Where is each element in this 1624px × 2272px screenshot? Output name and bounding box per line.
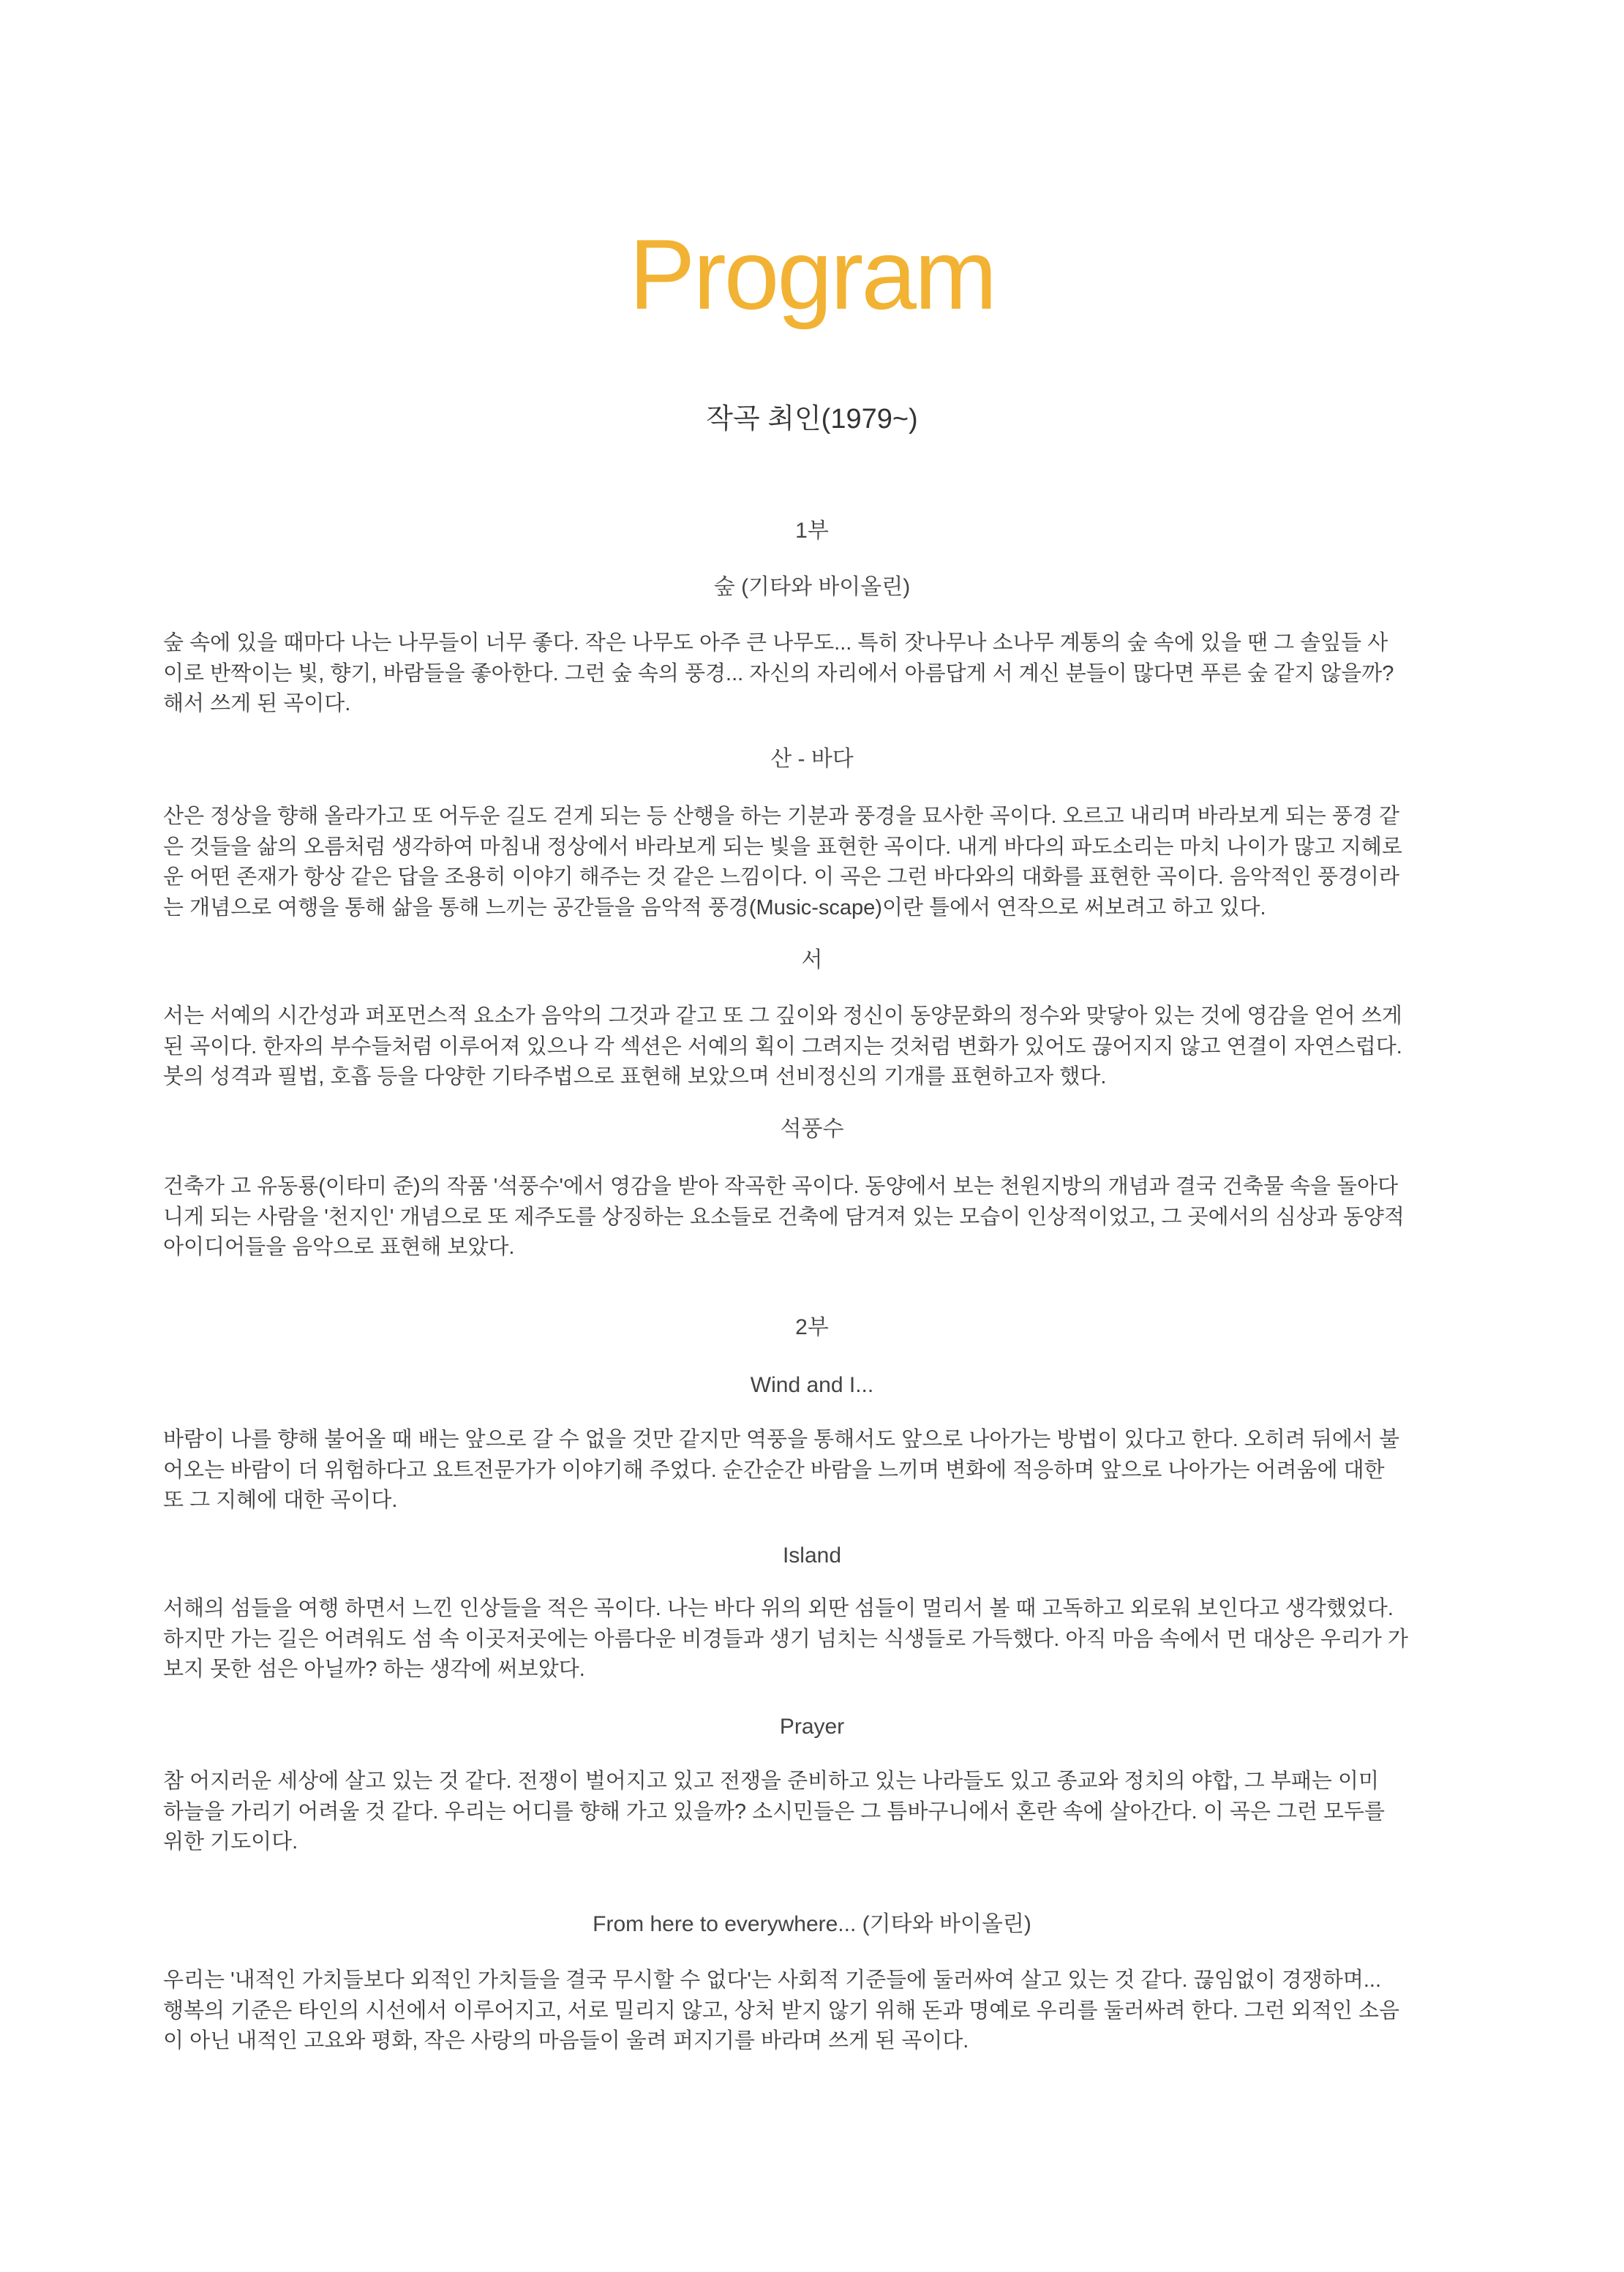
piece-title: 석풍수: [780, 1117, 844, 1141]
piece-title: Island: [782, 1543, 842, 1568]
text-line: 참 어지러운 세상에 살고 있는 것 같다. 전쟁이 벌어지고 있고 전쟁을 준비하고 있는 나라들도 있고 종교와 정치의 야합, 그 부패는 이미: [163, 1769, 1380, 1793]
text-line: 는 개념으로 여행을 통해 삶을 통해 느끼는 공간들을 음악적 풍경(Music-scape)이란 틀에서 연작으로 써보려고 하고 있다.: [163, 895, 1266, 919]
text-line: 건축가 고 유동룡(이타미 준)의 작품 '석풍수'에서 영감을 받아 작곡한 곡이다. 동양에서 보는 천원지방의 개념과 결국 건축물 속을 돌아다: [163, 1175, 1399, 1198]
text-line: 이로 반짝이는 빛, 향기, 바람들을 좋아한다. 그런 숲 속의 풍경... 자신의 자리에서 아름답게 서 계신 분들이 많다면 푸른 숲 같지 않을까?: [163, 661, 1394, 685]
text-line: 아이디어들을 음악으로 표현해 보았다.: [163, 1235, 515, 1259]
piece-description: [163, 1001, 1458, 1093]
piece-description: [163, 802, 1458, 923]
part-heading-1: 1부: [795, 519, 829, 543]
text-line: 하늘을 가리기 어려울 것 같다. 우리는 어디를 향해 가고 있을까? 소시민들은 그 틈바구니에서 혼란 속에 살아간다. 이 곡은 그런 모두를: [163, 1799, 1386, 1824]
piece-title: 산 - 바다: [770, 747, 854, 771]
text-line: 행복의 기준은 타인의 시선에서 이루어지고, 서로 밀리지 않고, 상처 받지 않기 위해 돈과 명예로 우리를 둘러싸려 한다. 그런 외적인 소음: [163, 1998, 1400, 2023]
text-line: 우리는 '내적인 가치들보다 외적인 가치들을 결국 무시할 수 없다'는 사회적 기준들에 둘러싸여 살고 있는 것 같다. 끊임없이 경쟁하며...: [163, 1968, 1382, 1992]
text-line: 또 그 지혜에 대한 곡이다.: [163, 1489, 398, 1512]
piece-title: 서: [801, 948, 823, 972]
text-line: 운 어떤 존재가 항상 같은 답을 조용히 이야기 해주는 것 같은 느낌이다. 이 곡은 그런 바다와의 대화를 표현한 곡이다. 음악적인 풍경이라: [163, 865, 1400, 889]
text-line: 니게 되는 사람을 '천지인' 개념으로 또 제주도를 상징하는 요소들로 건축에 담겨져 있는 모습이 인상적이었고, 그 곳에서의 심상과 동양적: [163, 1205, 1405, 1229]
text-line: 서는 서예의 시간성과 퍼포먼스적 요소가 음악의 그것과 같고 또 그 깊이와 정신이 동양문화의 정수와 맞닿아 있는 것에 영감을 얻어 쓰게: [163, 1004, 1402, 1028]
piece-description: [163, 1966, 1458, 2057]
text-line: 붓의 성격과 필법, 호흡 등을 다양한 기타주법으로 표현해 보았으며 선비정신의 기개를 표현하고자 했다.: [163, 1065, 1107, 1088]
text-line: 바람이 나를 향해 불어올 때 배는 앞으로 갈 수 없을 것만 같지만 역풍을 통해서도 앞으로 나아가는 방법이 있다고 한다. 오히려 뒤에서 불: [163, 1428, 1400, 1451]
piece-title: Prayer: [779, 1715, 845, 1739]
text-line: 산은 정상을 향해 올라가고 또 어두운 길도 걷게 되는 등 산행을 하는 기분과 풍경을 묘사한 곡이다. 오르고 내리며 바라보게 되는 풍경 같: [163, 805, 1400, 828]
piece-description: [163, 1425, 1458, 1516]
part-heading-2: 2부: [795, 1315, 829, 1339]
piece-title: Wind and I...: [750, 1373, 874, 1397]
piece-title: 숲 (기타와 바이올린): [713, 575, 911, 599]
text-line: 된 곡이다. 한자의 부수들처럼 이루어져 있으나 각 섹션은 서예의 획이 그려지는 것처럼 변화가 있어도 끊어지지 않고 연결이 자연스럽다.: [163, 1034, 1402, 1058]
text-line: 보지 못한 섬은 아닐까? 하는 생각에 써보았다.: [163, 1658, 585, 1681]
piece-description: [163, 1767, 1458, 1858]
piece-description: [163, 1172, 1458, 1263]
text-line: 위한 기도이다.: [163, 1830, 298, 1854]
text-line: 해서 쓰게 된 곡이다.: [163, 692, 351, 715]
composer-credit: 작곡 최인(1979~): [706, 404, 918, 435]
piece-title: From here to everywhere... (기타와 바이올린): [593, 1912, 1031, 1936]
page-title: Program: [628, 219, 996, 330]
text-line: 어오는 바람이 더 위험하다고 요트전문가가 이야기해 주었다. 순간순간 바람을 느끼며 변화에 적응하며 앞으로 나아가는 어려움에 대한: [163, 1458, 1385, 1482]
piece-description: [163, 1594, 1458, 1685]
text-line: 이 아닌 내적인 고요와 평화, 작은 사랑의 마음들이 울려 퍼지기를 바라며 쓰게 된 곡이다.: [163, 2029, 969, 2053]
text-line: 은 것들을 삶의 오름처럼 생각하여 마침내 정상에서 바라보게 되는 빛을 표현한 곡이다. 내게 바다의 파도소리는 마치 나이가 많고 지혜로: [163, 835, 1402, 859]
text-line: 숲 속에 있을 때마다 나는 나무들이 너무 좋다. 작은 나무도 아주 큰 나무도... 특히 잣나무나 소나무 계통의 숲 속에 있을 땐 그 솔잎들 사: [163, 631, 1388, 655]
text-line: 서해의 섬들을 여행 하면서 느낀 인상들을 적은 곡이다. 나는 바다 위의 외딴 섬들이 멀리서 볼 때 고독하고 외로워 보인다고 생각했었다.: [163, 1597, 1394, 1620]
piece-description: [163, 628, 1458, 720]
text-line: 하지만 가는 길은 어려워도 섬 속 이곳저곳에는 아름다운 비경들과 생기 넘치는 식생들로 가득했다. 아직 마음 속에서 먼 대상은 우리가 가: [163, 1627, 1408, 1651]
